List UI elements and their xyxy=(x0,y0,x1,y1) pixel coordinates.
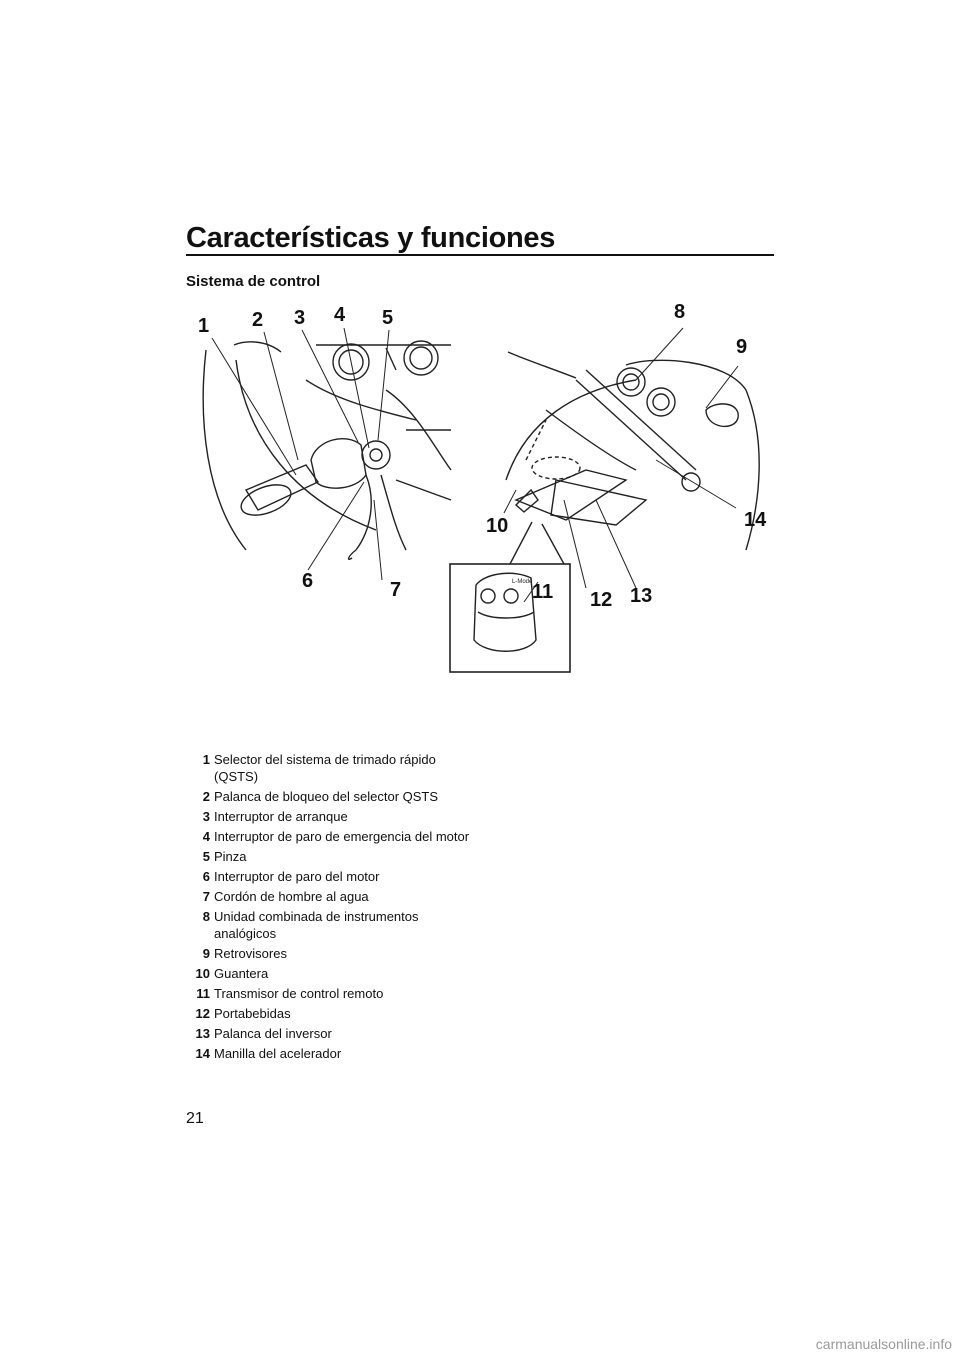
callout-6: 6 xyxy=(302,570,314,592)
legend-item: 10 Guantera xyxy=(195,966,269,981)
callout-12: 12 xyxy=(590,589,613,611)
handlebar-closeup-drawing xyxy=(203,341,451,559)
legend-item: 4 Interruptor de paro de emergencia del motor xyxy=(202,829,470,844)
page-number: 21 xyxy=(186,1110,204,1127)
legend-item: 6 Interruptor de paro del motor xyxy=(202,869,380,884)
section-heading: Sistema de control xyxy=(186,273,321,290)
legend-item: 14 Manilla del acelerador xyxy=(195,1046,342,1061)
figure-legend xyxy=(186,751,476,1065)
callout-2: 2 xyxy=(252,309,264,331)
callout-5: 5 xyxy=(382,307,394,329)
page-title: Características y funciones xyxy=(186,222,556,254)
legend-item: 7 Cordón de hombre al agua xyxy=(202,889,369,904)
remote-brand-label: L-Mode xyxy=(512,579,533,585)
legend-item: 9 Retrovisores xyxy=(202,946,287,961)
legend-item: 5 Pinza xyxy=(202,849,247,864)
callout-leader-lines xyxy=(212,328,738,602)
watermark: carmanualsonline.info xyxy=(815,1336,952,1352)
legend-item: 1 Selector del sistema de trimado rápido (QSTS) xyxy=(202,752,436,784)
callout-1: 1 xyxy=(198,315,210,337)
callout-14: 14 xyxy=(744,509,767,531)
callout-3: 3 xyxy=(294,307,306,329)
callout-13: 13 xyxy=(630,585,653,607)
legend-item: 8 Unidad combinada de instrumentos analógicos xyxy=(202,909,419,941)
callout-7: 7 xyxy=(390,579,402,601)
legend-item: 12 Portabebidas xyxy=(195,1006,291,1021)
legend-item: 3 Interruptor de arranque xyxy=(202,809,348,824)
legend-item: 13 Palanca del inversor xyxy=(195,1026,332,1041)
legend-item: 2 Palanca de bloqueo del selector QSTS xyxy=(202,789,439,804)
control-system-illustration xyxy=(186,300,786,680)
figure-drawing xyxy=(186,300,786,680)
legend-item: 11 Transmisor de control remoto xyxy=(196,986,384,1001)
watercraft-console-drawing xyxy=(506,352,759,550)
callout-11: 11 xyxy=(532,581,554,603)
callout-9: 9 xyxy=(736,336,748,358)
callout-4: 4 xyxy=(334,304,346,326)
callout-10: 10 xyxy=(486,515,509,537)
callout-8: 8 xyxy=(674,301,686,323)
title-rule xyxy=(186,254,774,256)
